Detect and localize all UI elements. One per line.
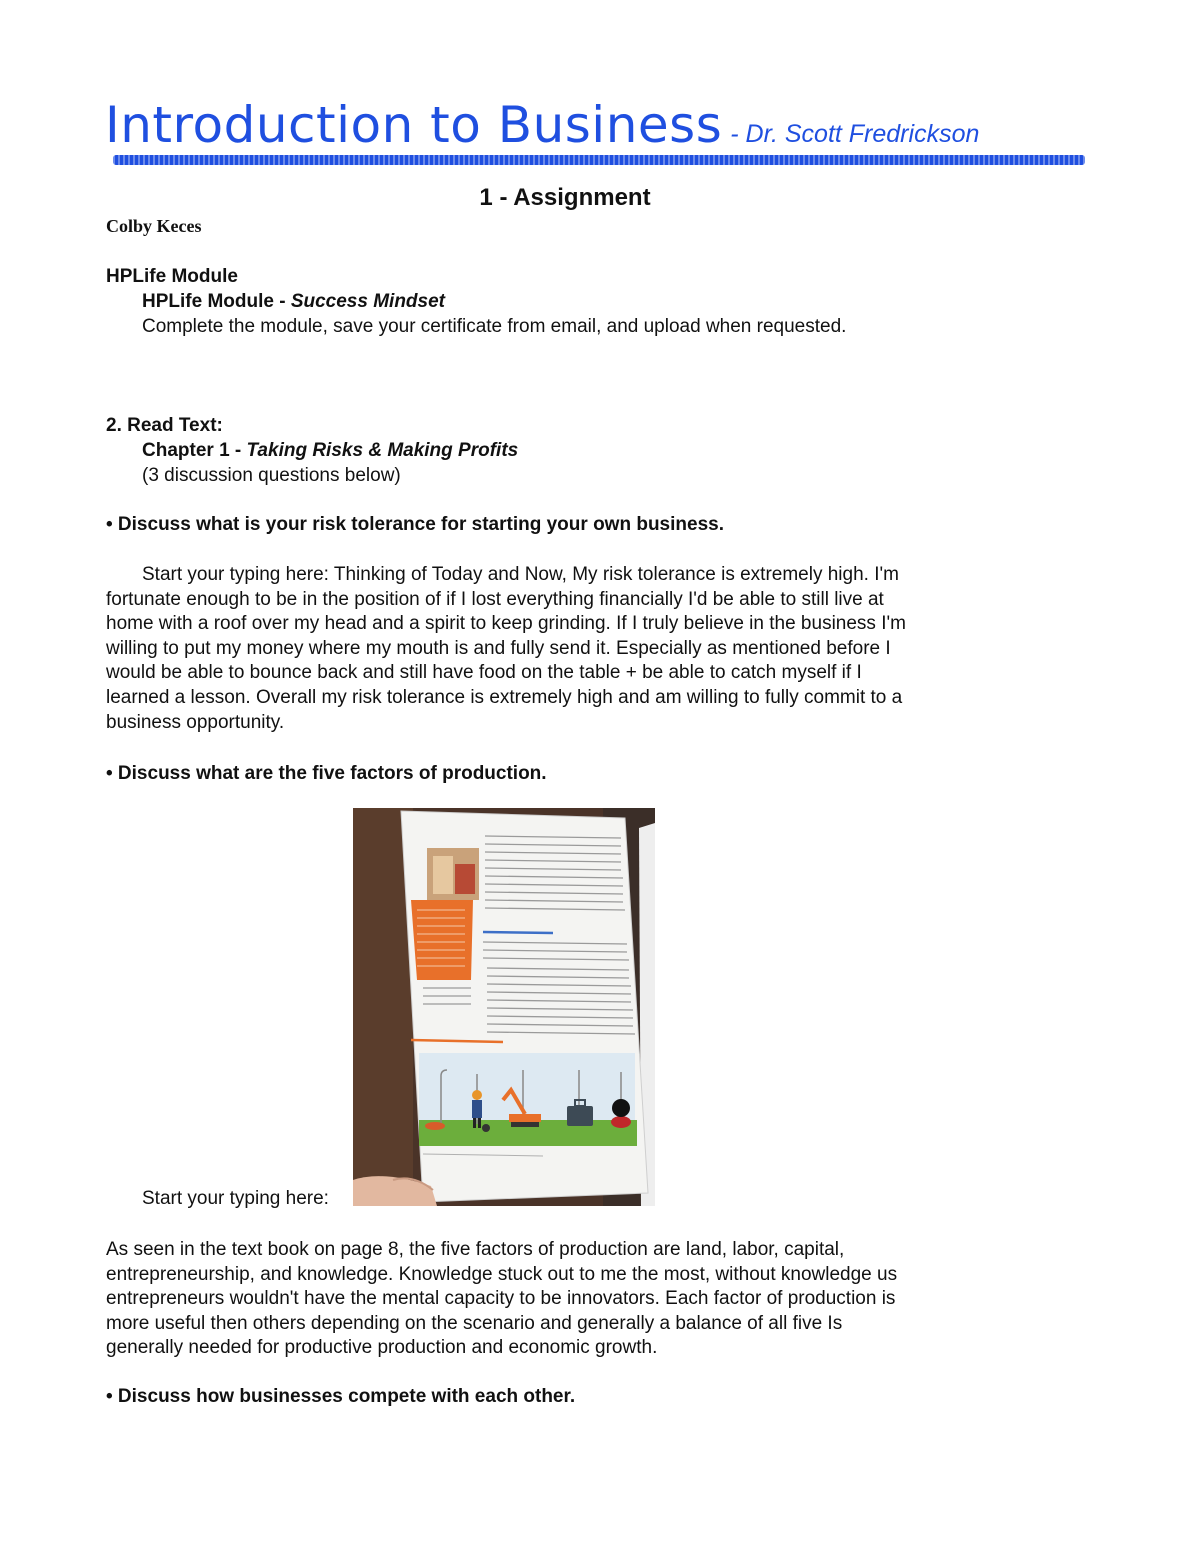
chapter-prefix: Chapter 1 - (142, 440, 247, 461)
answer-1-line: fortunate enough to be in the position of if I lost everything financially I'd be able to still live at (106, 588, 884, 610)
instructor-name: - Dr. Scott Fredrickson (730, 120, 980, 148)
module-instructions: Complete the module, save your certificate from email, and upload when requested. (142, 316, 847, 337)
answer-2-line: As seen in the text book on page 8, the five factors of production are land, labor, capital, (106, 1239, 845, 1260)
discussion-note: (3 discussion questions below) (142, 465, 401, 486)
answer-1-line: would be able to bounce back and still have food on the table + be able to catch myself if I (106, 662, 862, 684)
answer-1-line: learned a lesson. Overall my risk tolerance is extremely high and am willing to fully commit to a (106, 686, 903, 708)
textbook-page-photo (353, 808, 655, 1206)
answer-2-prompt[interactable]: Start your typing here: (142, 1188, 329, 1209)
student-name: Colby Keces (106, 216, 202, 236)
question-1: • Discuss what is your risk tolerance for starting your own business. (106, 514, 724, 535)
answer-1-line: home with a roof over my head and a spirit to keep grinding. If I truly believe in the business I'm (106, 613, 906, 635)
answer-2-line: entrepreneurs wouldn't have the mental capacity to be innovators. Each factor of production is (106, 1288, 896, 1310)
answer-2-line: generally needed for productive production and economic growth. (106, 1337, 658, 1359)
chapter-line (142, 440, 518, 462)
chapter-title: Taking Risks & Making Profits (246, 440, 519, 461)
answer-1-line: willing to put my money where my mouth is and fully send it. Especially as mentioned before I (106, 637, 891, 659)
module-line (142, 291, 445, 313)
question-3: • Discuss how businesses compete with each other. (106, 1386, 576, 1407)
section2-heading: 2. Read Text: (106, 415, 223, 436)
answer-1[interactable] (106, 563, 1036, 735)
header-rule (113, 155, 1085, 165)
answer-2[interactable] (106, 1238, 1036, 1361)
course-title: Introduction to Business (105, 96, 723, 154)
answer-1-line: business opportunity. (106, 711, 285, 733)
answer-1-first-line (106, 563, 1036, 588)
document-header (105, 96, 979, 154)
answer-2-line: more useful then others depending on the scenario and generally a balance of all five Is (106, 1312, 843, 1334)
section1-heading: HPLife Module (106, 266, 238, 287)
answer-2-line: entrepreneurship, and knowledge. Knowledge stuck out to me the most, without knowledge us (106, 1263, 898, 1285)
module-prefix: HPLife Module - (142, 291, 291, 312)
answer-1-text: Start your typing here: Thinking of Today and Now, My risk tolerance is extremely high. I'm (142, 564, 899, 585)
module-name: Success Mindset (290, 291, 445, 312)
question-2: • Discuss what are the five factors of production. (106, 763, 547, 784)
assignment-heading: 1 - Assignment (479, 184, 651, 211)
